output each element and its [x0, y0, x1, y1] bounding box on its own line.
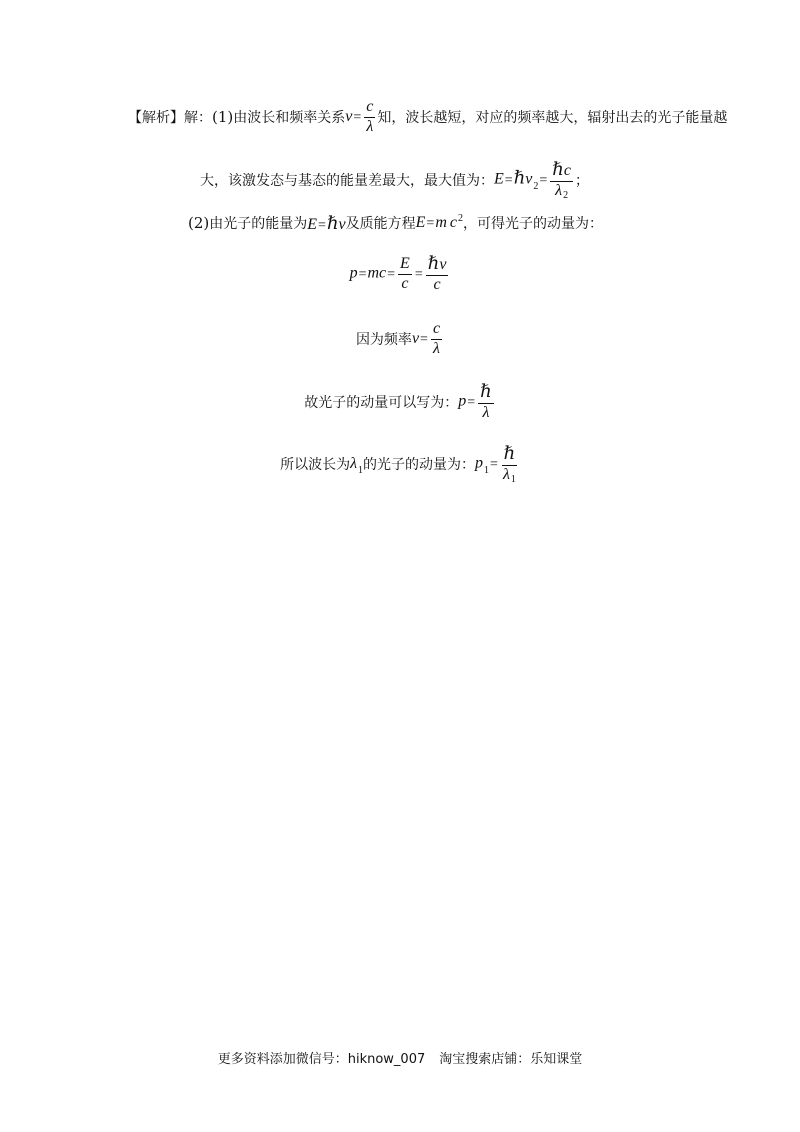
- part2-text-c: ，可得光子的动量为：: [463, 216, 603, 232]
- formula-line-momentum-h-lambda: [0, 380, 800, 424]
- formula-e-hnu: E=ℏν: [307, 212, 346, 233]
- analysis-heading: 【解析】解：: [128, 110, 212, 126]
- lambda1-symbol: $\lambda_1$: [350, 455, 364, 476]
- part1-end-punct: ；: [575, 173, 589, 189]
- part1-number: (1): [212, 108, 234, 126]
- part2-text-a: 由光子的能量为: [209, 216, 308, 232]
- part1-text-b: 知，波长越短，对应的频率越大，辐射出去的光子能量越: [377, 110, 728, 126]
- footer-shop: 淘宝搜索店铺：乐知课堂: [439, 1051, 583, 1067]
- lambda1-text-a: 所以波长为: [280, 457, 351, 473]
- formula-p1-h-lambda1: $p_1=$ $\frac{\text{ℏ}}{\lambda 1}$: [475, 443, 516, 485]
- formula-energy-max: E=ℏν$_2$= $\frac{\text{ℏc}}{\lambda 2}$: [494, 159, 571, 201]
- formula-nu-equals-c-over-lambda: ν= $\frac{c}{\lambda}$: [345, 97, 374, 135]
- part2-number: (2): [188, 214, 210, 232]
- analysis-line-3: [188, 210, 603, 236]
- formula-nu-c-lambda: ν= $\frac{c}{\lambda}$: [411, 319, 441, 357]
- formula-p-mc: p=mc= $\frac{E}{c}$ = $\frac{\text{ℏν}}{c}$: [349, 253, 447, 293]
- formula-line-frequency: [0, 318, 800, 360]
- formula-line-momentum: [0, 252, 800, 296]
- formula-e-mc2: E=m $c^2$: [415, 213, 463, 231]
- lambda1-text-b: 的光子的动量为：: [363, 457, 476, 473]
- formula-line-lambda1: [0, 441, 800, 487]
- analysis-line-1: [128, 97, 727, 137]
- part1-text-a: 由波长和频率关系: [233, 110, 346, 126]
- page-footer: [0, 1047, 800, 1067]
- freq-text: 因为频率: [355, 332, 412, 348]
- analysis-line-2: [200, 158, 589, 202]
- part2-text-b: 及质能方程: [345, 216, 416, 232]
- momentum-text: 故光子的动量可以写为：: [304, 395, 459, 411]
- formula-p-h-lambda: p= $\frac{\text{ℏ}}{\lambda}$: [458, 381, 492, 421]
- footer-wechat: 更多资料添加微信号：hiknow_007: [217, 1051, 426, 1067]
- part1-text-c: 大，该激发态与基态的能量差最大，最大值为：: [200, 173, 494, 189]
